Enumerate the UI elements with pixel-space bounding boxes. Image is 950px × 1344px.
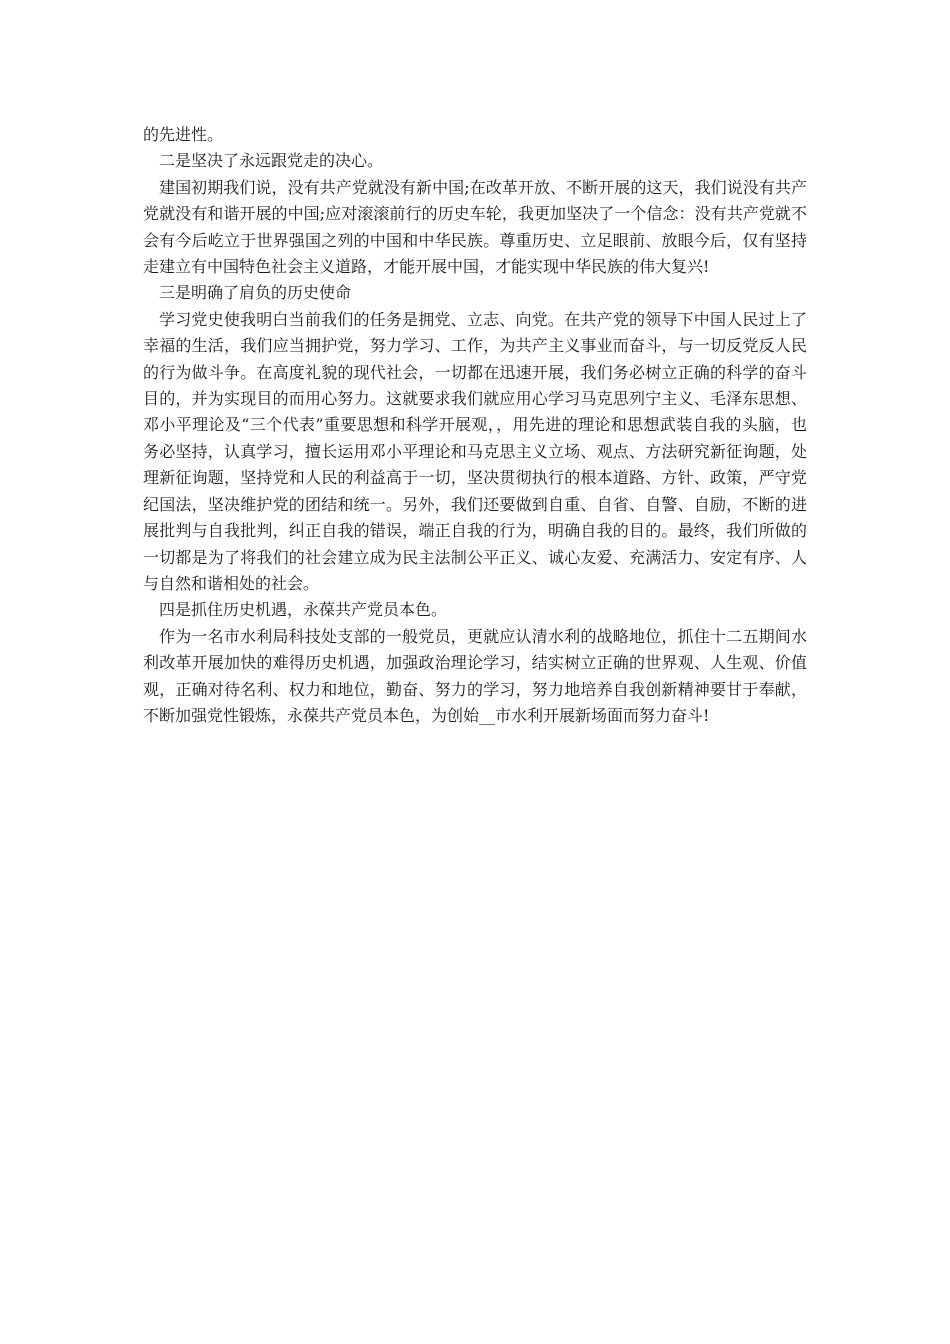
heading-second-point: 二是坚决了永远跟党走的决心。	[159, 151, 384, 171]
document-body	[143, 122, 807, 729]
heading-fourth-point: 四是抓住历史机遇，永葆共产党员本色。	[159, 600, 448, 620]
heading-third-point: 三是明确了肩负的历史使命	[159, 283, 352, 303]
paragraph-second-point: 建国初期我们说，没有共产党就没有新中国;在改革开放、不断开展的这天，我们说没有共产党就没有和谐开展的中国;应对滚滚前行的历史车轮，我更加坚决了一个信念：没有共产党就不会有今后屹立于世界强国之列的中国和中华民族。尊重历史、立足眼前、放眼今后，仅有坚持走建立有中国特色社会主义道路，才能开展中国，才能实现中华民族的伟大复兴!	[143, 177, 807, 277]
paragraph-fourth-point: 作为一名市水利局科技处支部的一般党员，更就应认清水利的战略地位，抓住十二五期间水利改革开展加快的难得历史机遇，加强政治理论学习，结实树立正确的世界观、人生观、价值观，正确对待名利、权力和地位，勤奋、努力的学习，努力地培养自我创新精神要甘于奉献，不断加强党性锻炼，永葆共产党员本色，为创始__市水利开展新场面而努力奋斗!	[143, 626, 807, 725]
paragraph-third-point: 学习党史使我明白当前我们的任务是拥党、立志、向党。在共产党的领导下中国人民过上了幸福的生活，我们应当拥护党，努力学习、工作，为共产主义事业而奋斗，与一切反党反人民的行为做斗争。在高度礼貌的现代社会，一切都在迅速开展，我们务必树立正确的科学的奋斗目的，并为实现目的而用心努力。这就要求我们就应用心学习马克思列宁主义、毛泽东思想、邓小平理论及“三个代表”重要思想和科学开展观，，用先进的理论和思想武装自我的头脑，也务必坚持，认真学习，擅长运用邓小平理论和马克思主义立场、观点、方法研究新征询题，处理新征询题，坚持党和人民的利益高于一切，坚决贯彻执行的根本道路、方针、政策，严守党纪国法，坚决维护党的团结和统一。另外，我们还要做到自重、自省、自警、自励，不断的进展批判与自我批判，纠正自我的错误，端正自我的行为，明确自我的目的。最终，我们所做的一切都是为了将我们的社会建立成为民主法制公平正义、诚心友爱、充满活力、安定有序、人与自然和谐相处的社会。	[143, 309, 807, 593]
paragraph-continuation: 的先进性。	[143, 125, 224, 144]
